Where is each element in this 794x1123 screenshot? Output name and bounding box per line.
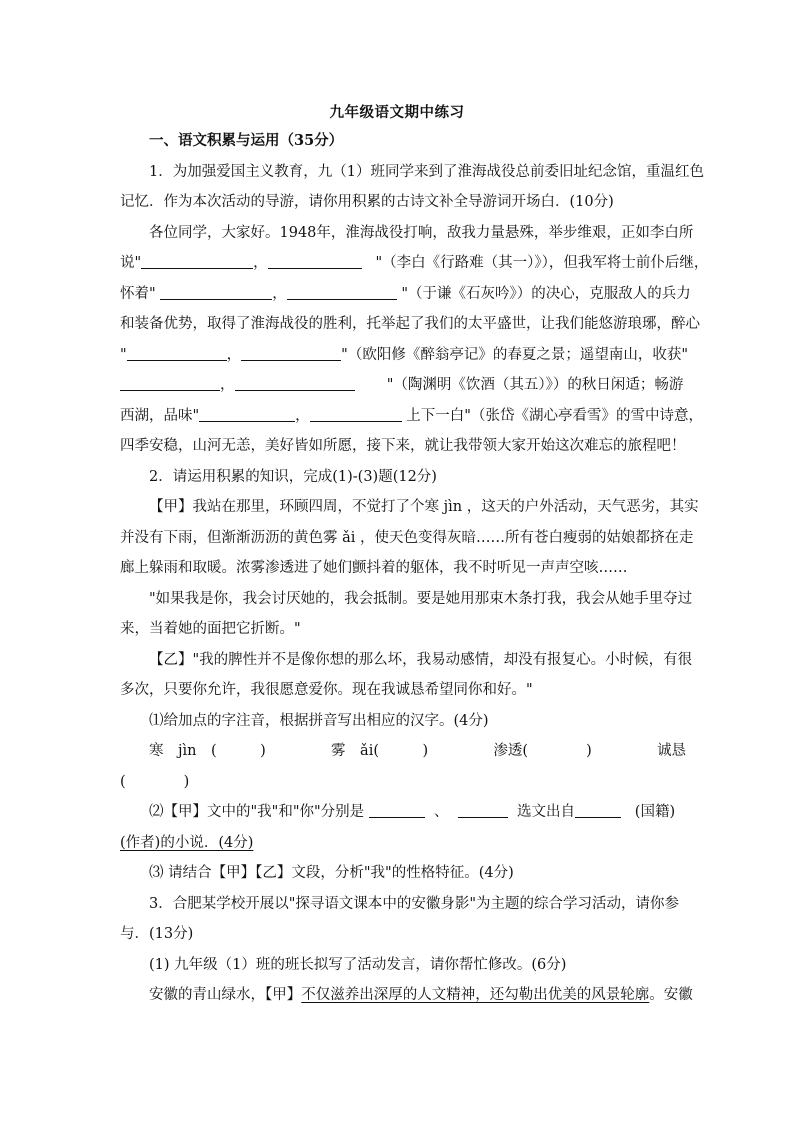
fill-blank[interactable] — [241, 345, 341, 361]
pinyin-item: 雾 ǎi( ) — [331, 743, 429, 759]
fill-blank[interactable] — [160, 284, 272, 300]
passage-quote-line-2: 来，当着她的面把它折断。" — [120, 621, 301, 637]
fill-blank[interactable] — [120, 375, 220, 391]
q2-sub-3: ⑶ 请结合【甲】【乙】文段，分析"我"的性格特征。(4分) — [149, 865, 514, 881]
q1-line-3: 各位同学，大家好。1948年，淮海战役打响，敌我力量悬殊，举步维艰，正如李白所 — [149, 224, 694, 241]
q1-line-5 — [120, 284, 691, 304]
fill-blank[interactable] — [458, 802, 508, 818]
fill-blank[interactable] — [369, 802, 425, 818]
q3-line-2: 与．(13分) — [120, 926, 194, 942]
q1-line-4 — [120, 253, 709, 273]
q1-line-2: 记忆．作为本次活动的导游，请你用积累的古诗文补全导游词开场白．(10分) — [120, 194, 614, 210]
q1-line-10: 四季安稳，山河无恙，美好皆如所愿，接下来，就让我带领大家开始这次难忘的旅程吧！ — [120, 438, 686, 454]
section-heading: 一、语文积累与运用（35分） — [149, 132, 344, 149]
text: 怀着" — [120, 285, 156, 302]
fill-blank[interactable] — [199, 406, 295, 422]
q2-sub-1-items — [120, 741, 686, 761]
q3-sub-1: (1) 九年级（1）班的班长拟写了活动发言，请你帮忙修改。(6分) — [149, 956, 567, 973]
text: "（李白《行路难（其一）》），但我军将士前仆后继， — [375, 255, 709, 271]
fill-blank[interactable] — [575, 802, 621, 818]
q2-sub-1-tail: ( ) — [120, 773, 190, 790]
text: ， — [253, 255, 268, 271]
document-body — [120, 131, 709, 1016]
q2-heading: 2．请运用积累的知识，完成(1)-(3)题(12分) — [149, 468, 437, 485]
underlined-sentence: 不仅滋养出深厚的人文精神，还勾勒出优美的风景轮廓 — [301, 987, 650, 1003]
text: "（欧阳修《醉翁亭记》的春夏之景；遥望南山，收获" — [341, 346, 689, 363]
text: 。安徽 — [649, 987, 693, 1003]
text: 上下一白"（张岱《湖心亭看雪》的雪中诗意， — [406, 407, 703, 424]
q1-line-8 — [120, 375, 686, 395]
pinyin-item: 渗透( ) — [493, 743, 592, 759]
q3-line-1: 3．合肥某学校开展以"探寻语文课本中的安徽身影"为主题的综合学习活动，请你参 — [149, 895, 680, 912]
text: 西湖，品味" — [120, 407, 200, 424]
text: (作者)的小说．(4分) — [120, 834, 254, 851]
page-title: 九年级语文期中练习 — [329, 104, 465, 121]
q1-line-6: 和装备优势，取得了淮海战役的胜利，托举起了我们的太平盛世，让我们能悠游琅琊，醉心 — [120, 316, 700, 332]
text: ， — [272, 285, 287, 302]
pinyin-item: 诚恳 — [656, 743, 686, 759]
text: ， — [295, 407, 310, 424]
passage-yi-line-1: 【乙】"我的脾性并不是像你想的那么坏，我易动感情，却没有报复心。小时候，有很 — [149, 651, 693, 668]
fill-blank[interactable] — [235, 375, 355, 391]
passage-jia-line-2: 并没有下雨，但渐渐沥沥的黄色雾 ǎi ，使天色变得灰暗……所有苍白瘦弱的姑娘都挤在走 — [120, 529, 694, 546]
q3-last-line — [120, 985, 693, 1005]
text: 说" — [120, 255, 142, 271]
q1-line-7 — [120, 345, 689, 365]
passage-jia-line-3: 廊上躲雨和取暖。浓雾渗透进了她们颤抖着的躯体，我不时听见一声声空咳…… — [120, 560, 628, 576]
fill-blank[interactable] — [287, 284, 397, 300]
fill-blank[interactable] — [268, 253, 362, 269]
text: " — [120, 346, 127, 363]
text: 选文出自 — [516, 804, 575, 820]
passage-jia-line-1: 【甲】我站在那里，环顾四周，不觉打了个寒 jìn ，这天的户外活动，天气恶劣，其实 — [149, 499, 699, 515]
text: "（于谦《石灰吟》）的决心，克服敌人的兵力 — [401, 285, 691, 302]
text: 、 — [434, 804, 449, 820]
text: (国籍) — [634, 804, 676, 820]
pinyin-item: 寒 jìn ( ) — [149, 743, 266, 759]
fill-blank[interactable] — [127, 345, 227, 361]
passage-yi-line-2: 多次，只要你允许，我很愿意爱你。现在我诚恳希望同你和好。" — [120, 682, 533, 698]
text: ⑵【甲】文中的"我"和"你"分别是 — [149, 804, 365, 820]
text: 安徽的青山绿水，【甲】 — [149, 987, 302, 1003]
fill-blank[interactable] — [141, 253, 253, 269]
fill-blank[interactable] — [310, 406, 402, 422]
passage-quote-line-1: "如果我是你，我会讨厌她的，我会抵制。要是她用那束木条打我，我会从她手里夺过 — [149, 590, 693, 607]
q2-sub-2-cont — [120, 833, 686, 853]
q1-line-1: 1．为加强爱国主义教育，九（1）班同学来到了淮海战役总前委旧址纪念馆，重温红色 — [149, 163, 704, 180]
q1-line-9 — [120, 406, 703, 426]
text: "（陶渊明《饮酒（其五）》）的秋日闲适；畅游 — [386, 377, 684, 393]
text: ， — [226, 346, 242, 363]
q2-sub-2 — [120, 802, 686, 822]
q2-sub-1: ⑴给加点的字注音，根据拼音写出相应的汉字。(4分) — [149, 712, 489, 729]
text: ， — [220, 377, 235, 393]
